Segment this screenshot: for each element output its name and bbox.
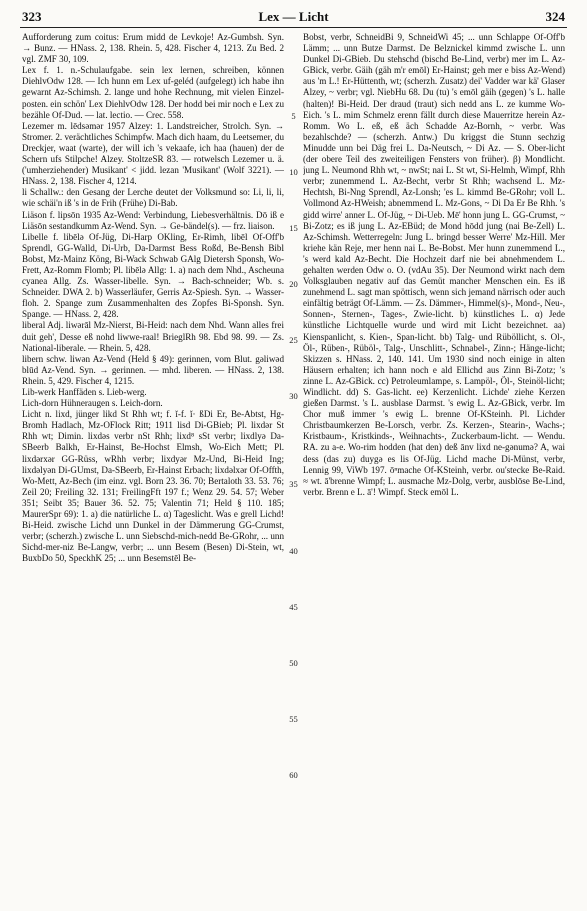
entry-libelle: Libelle f. libēlǝ Of-Jüg, Di-Harp OKling, Er-Rimh, libēl Of-Off'b Sprendl, GG-Walld, Di-Urb, Da-Darmst Bess Roßd, Be-Bensh Bibl Bobst, Mz-Mainz Köng, Bi-Wack Schwab GAlg Dietersh Sponsh, Wo-Frett, Az-Romm Flomb; Pl. libēlǝ Allg: 1. a) nach dem Nhd., Ascheuna cyanea Allg. Zs. Wasser-libelle. Syn. → Bach-schneider; Wb. s. Schneider. DWA 2. b) Wasserläufer, Gerris Az-Spiesh. Syn. → Wasser-floh. 2. Spange zum Zusammenhalten des Zopfes Bi-Sponsh. Syn. Spange. — HNass. 2, 428.: [22, 231, 284, 320]
line-number: 60: [289, 770, 298, 780]
running-head: Lex — Licht: [258, 9, 329, 24]
page-number-left: 323: [22, 9, 42, 24]
entry-lich-dorn: Lich-dorn Hühneraugen s. Leich-dorn.: [22, 398, 163, 409]
entry-continuation: Aufforderung zum coitus: Erum midd de Levkoje! Az-Gumbsh. Syn. → Bunz. — HNass. 2, 138. Rhein. 5, 428. Fischer 4, 1213. Zu Bed. 2 vgl. ZMF 30, 109.: [22, 32, 284, 65]
line-number: 35: [289, 479, 298, 489]
line-number: 15: [289, 223, 298, 233]
entry-li: li Schallw.: den Gesang der Lerche deutet der Volksmund so: Li, li, li, wie schäi'n iß 's in de Frih (Frühe) Di-Bab.: [22, 187, 284, 209]
header-rule: [20, 27, 567, 28]
entry-lex: Lex f. 1. n.-Schulaufgabe. sein lex lernen, schreiben, können DiehlvOdw 128. — Ich hunn em Lex uf-geléd (aufgelegt) ich habe ihn gewarnt Az-Schimsh. 2. lange und hohe Rechnung, mit vielen Einzel-posten. ein schön' Lex DiehlvOdw 128. Der hodd bei mir noch e Lex zu bezähle Of-Dud. — lat. lectio. — Crec. 558.: [22, 65, 284, 120]
line-number: 10: [289, 167, 298, 177]
entry-libern: libern schw. liwǝn Az-Vend (Held § 49): gerinnen, vom Blut. gǝliwǝd blūd Az-Vend. Syn. → gerinnen. — mhd. liberen. — HNass. 2, 138. Rhein. 5, 429. Fischer 4, 1215.: [22, 353, 284, 386]
entry-liaeson: Liäson f. lipsōn 1935 Az-Wend: Verbindung, Liebesverhältnis. Dō iß e Liäsōn sestandkumm Az-Wend. Syn. → Ge-bändel(s). — frz. liaison.: [22, 209, 284, 231]
entry-lib-werk: Lib-werk Hanffäden s. Lieb-werg.: [22, 387, 147, 397]
line-number: 25: [289, 335, 298, 345]
entry-licht-continued: Bobst, verbr, SchneidBi 9, SchneidWi 45; ... unn Schlappe Of-Off'b Lämm; ... unn Butze Darmst. De Belznickel kimmd zwische L. unn Dunkel Di-GBieb. Du stehschd (bischd Be-Lind, verbr) mer im L. Az-GBick, verbr. Gäih (gäh m'r emōl) Er-Hainst; geh mer e biss Az-Wend) aus 'm L.! Er-Hüttenth, wt; (scherzh. Zusatz) dei' Vadder war kä' Glaser Alzey, ~ verbr; vgl. NiebHu 68. Du (tu) 's emōl gäih (gegen) 's L. halle (halten)! Bi-Heid. Der draud (traut) sich nedd ans L. ze kumme Wo-Eich. 's L. mim Schmelz erenn fällt durch diese Mauerritze herein Az-Romm. Wo L. eß, eß äch Schadde Az-Bornh, ~ verbr. Was bezahlschde? — (scherzh. Antw.) Du kriggst die Stunn sechzig Minudde unn bei Däg frei L. Da-Neutsch, ~ Di Az. — S. Ober-licht (der obere Teil des zweiteiligen Fensters von früher). β) Mondlicht. jung L. Neumond Rhh wt, ~ nwSt; nai L. St wt, Si-Helmh, Wimpf, Rhh verbr; zunemmend L. Az-Becht, verbr St Rhh; wachsend L. Mz-Hechtsh, Bi-Nng Sprendl, Az-Lonsh; 'es L. kimmd Be-GRohr; voll L. Vollmond Az-HWeish; abnemmend L. Mz-Gons, ~ Di Da Er Be Rhh. 's gidd wirre' anner L. Of-Jüg, ~ Di-Ueb. Mē' honn jung L. GG-Crumst, ~ Bi-Zotz; es iß jung L. Az-EBüd; de Mond hōdd jung (nai Be-Zell) L. Az-Schimsh. Wetterregeln: Jung L. bringd besser Werre' Mz-Hill. Mer kriehe kän Reje, mer henn nai L. Be-Bobst. Mer hunn zunemmend L., 's werd kald Az-Becht. Die Hochzeit darf nie bei abnehmendem L. gehalten werden Odw o. O. (vdAu 35). Der Neumond wirkt nach dem Volksglauben negativ auf das Gemüt mancher Menschen ein. Es iß zunehmend L. sagt man spöttisch, wenn sich jemand närrisch oder auch einfältig beträgt Of-Lämm. — Zs. Dämmer-, Himmel(s)-, Mond-, Neu-, Sonnen-, Sternen-, Tages-, Zwie-licht. b) künstliches L. α) Jede künstliche Lichtquelle wurde und wird mit Licht bezeichnet. aa) Kienspanlicht, s. Kien-, Span-licht. bb) Talg- und Rüböllicht, s. Ol-, Öl-, Rüben-, Rüböl-, Talg-, Unschlitt-, Schnabel-, Zinn-; Hänge-licht; Skizzen s. HNass. 2, 140. 141. Um 1930 sind noch einige in alten Häusern erhalten; ich hann noch e ald Ellichd aus Zinn Bi-Zotz; 's zinne L. Az-GBick. cc) Petroleumlampe, s. Lampöl-, Öl-, Steinöl-licht; Windlicht. dd) S. Gas-licht. ee) Kerzenlicht. Lichde' ziehe Kerzen gießen Darmst. 's L. ausblase Darmst. 's ewig L. Az-GBick, verbr. Im Chor muß immer 's ewig L. brenne Of-KSteinh. Pl. Lichder Christbaumkerzen Be-Lorsch, verbr. Zs. Kerzen-, Stearin-, Wachs-; Kristbaum-, Kristkinds-, Weihnachts-, Zuckerbaum-licht. — Wendu. RA. zu a-e. Wo-rim hodden (hat den) deß ānv lixd ne-gǝnumǝ? A, wai dess (das zu) duygǝ es lis Of-Jüg. Lichd mache Di-Münst, verbr, Lennig 99, ViWb 197. ōⁿmache Of-KSteinh, verbr. ou'stecke Be-Raid. ≈ wt. ā'brenne Wimpf; L. ausmache Mz-Dolg, verbr, ausblōse Be-Lind, verbr. Brenn e L. ā'! Wimpf. Steck emōl L.: [303, 32, 565, 497]
line-number: 5: [291, 111, 296, 121]
left-column: [22, 32, 284, 902]
line-number: 45: [289, 602, 298, 612]
entry-liberal: liberal Adj. liwǝrāl Mz-Nierst, Bi-Heid: nach dem Nhd. Wann alles frei duit geh', Desse eß nohd liwwe-raal! BrieglRh 98. Ebd 98. 99. — Zs. National-liberale. — Rhein. 5, 428.: [22, 320, 284, 353]
page-number-right: 324: [545, 9, 565, 24]
entry-licht: Licht n. lixd, jünger likd St Rhh wt; f. ĭ-f. ĭ· ßDi Er, Be-Abtst, Hg-Bromh Hadlach, Mz-OFlock Ritt; 1911 lisd Di-GBieb; Pl. lixdǝr St Rhh wt; Dimin. lixdǝs verbr nSt Rhh; lixd⁸ sSt verbr; lixdlyǝ Da-SBeerb Balkh, Er-Hainst, Be-Hochst Elmsh, Wo-Eich Mett; Pl. lixdǝrxǝr GG-Rüss, wRhh verbr; lixdyǝr Mz-Und, Bi-Heid Ing; lixdǝlyǝn Di-GUmst, Da-SBeerb, Er-Hainst Erbach; lixdǝlxǝr Of-Offth, Wo-Mett, Az-Bech (im einz. vgl. Born 23. 36. 70; Bertaloth 33. 53. 76; Zeil 20; Freiling 32. 131; FreilingFft 197 f.; Wenz 29. 54. 57; Weber 351; Seibt 35; Bauer 36. 52. 75; Valentin 71; Held § 110. 185; MaurerSpr 69): 1. a) die natürliche L. α) Tageslicht. Was e grell Lichd! Bi-Heid. zwische Lichd unn Dunkel in der Dämmerung GG-Crumst, verbr; (scherzh.) zwische L. unn Siebschd-mich-nedd Be-GRohr, ... unn Sichd-mer-niz Be-Langw, verbr; ... unn Besem (Besen) Di-Stein, wt, BuxbDo 50, SpeckhK 25; ... unn Besemstēl Be-: [22, 409, 284, 564]
line-number: 30: [289, 391, 298, 401]
line-number: 55: [289, 714, 298, 724]
line-number: 50: [289, 658, 298, 668]
line-number: 20: [289, 279, 298, 289]
line-number: 40: [289, 546, 298, 556]
right-column: [303, 32, 565, 902]
entry-lezemer: Lezemer m. lēdsəmər 1957 Alzey: 1. Landstreicher, Strolch. Syn. → Stromer. 2. verächtliches Schimpfw. Mach dich haam, du Leetsemer, du Dreckjer, waat (warte), der will ich 's vekaafe, ich haa (hauen) der de Schern ufs Stilpche! Alzey. StoltzeSR 83. — rotwelsch Lezemer u. ä. ('umherziehender) Musikant' < jidd. lezan 'Musikant' (Wolf 3221). — HNass. 2, 138. Fischer 4, 1214.: [22, 120, 284, 187]
